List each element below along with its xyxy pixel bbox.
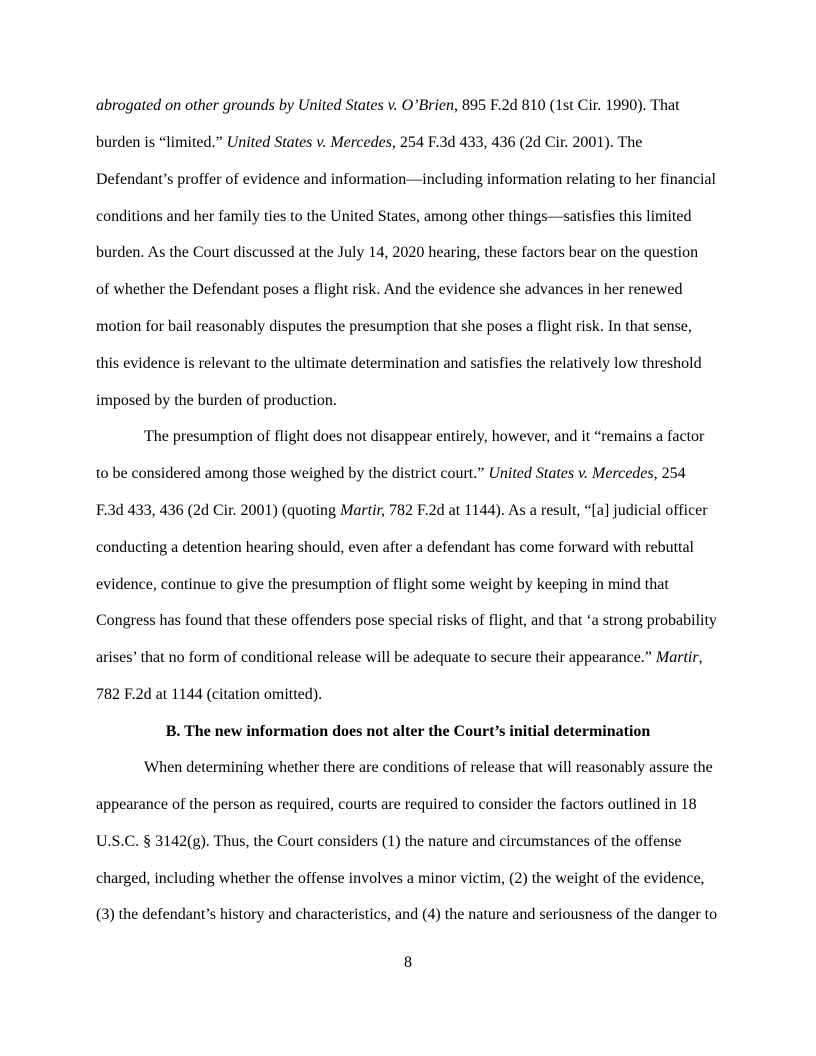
text-line [96,539,694,557]
text-segment: F.3d 433, 436 (2d Cir. 2001) (quoting [96,502,341,519]
case-citation: Martir, [340,502,385,519]
text-line [96,244,698,262]
text-segment: 782 F.2d at 1144 (citation omitted). [96,686,323,703]
text-line [96,281,682,299]
case-citation: Martir [655,649,699,666]
text-line [96,649,703,667]
text-line [96,318,692,336]
text-segment: appearance of the person as required, courts are required to consider the factors outlined in 18 [96,796,697,813]
text-segment: evidence, continue to give the presumption of flight some weight by keeping in mind that [96,576,669,593]
text-segment: burden. As the Court discussed at the July 14, 2020 hearing, these factors bear on the question [96,244,699,261]
text-segment: motion for bail reasonably disputes the presumption that she poses a flight risk. In that sense, [96,318,692,335]
text-segment: B. The new information does not alter the Court’s initial determination [165,723,651,740]
text-line [96,134,642,152]
text-segment: to be considered among those weighed by the district court.” [96,465,489,482]
case-citation: United States v. Mercedes [488,465,654,482]
text-segment: charged, including whether the offense involves a minor victim, (2) the weight of the evidence, [96,870,705,887]
text-segment: , 254 [653,465,686,482]
text-segment: conducting a detention hearing should, even after a defendant has come forward with rebuttal [96,539,694,556]
text-segment: Defendant’s proffer of evidence and information—including information relating to her financial [96,171,716,188]
text-line [96,906,717,924]
section-heading [0,723,816,741]
text-segment: imposed by the burden of production. [96,392,337,409]
text-line [96,870,705,888]
text-line [96,502,708,520]
text-segment: 782 F.2d at 1144). As a result, “[a] judicial officer [384,502,708,519]
text-segment: Congress has found that these offenders pose special risks of flight, and that ‘a strong probability [96,612,717,629]
case-citation: United States v. Mercedes [226,134,392,151]
case-citation: abrogated on other grounds by United States v. O’Brien [96,97,455,114]
page-number: 8 [404,954,412,971]
text-line [96,686,322,704]
text-segment: burden is “limited.” [96,134,227,151]
text-segment: The presumption of flight does not disappear entirely, however, and it “remains a factor [144,428,705,445]
text-segment: (3) the defendant’s history and characteristics, and (4) the nature and seriousness of the danger to [96,906,718,923]
text-line [96,392,337,410]
text-line [144,428,704,446]
text-segment: U.S.C. § 3142(g). Thus, the Court considers (1) the nature and circumstances of the offense [96,833,682,850]
text-segment: , [698,649,703,666]
text-line [96,171,716,189]
text-line [96,465,686,483]
text-segment: When determining whether there are conditions of release that will reasonably assure the [144,759,713,776]
text-segment: , 254 F.3d 433, 436 (2d Cir. 2001). The [391,134,643,151]
text-segment: , 895 F.2d 810 (1st Cir. 1990). That [454,97,680,114]
text-line [144,759,713,777]
text-line [96,833,682,851]
text-line [96,576,669,594]
text-segment: conditions and her family ties to the United States, among other things—satisfies this limited [96,208,692,225]
text-segment: of whether the Defendant poses a flight risk. And the evidence she advances in her renewed [96,281,683,298]
text-segment: this evidence is relevant to the ultimate determination and satisfies the relatively low threshold [96,355,702,372]
text-line [96,97,680,115]
text-line [96,612,717,630]
text-line [96,355,702,373]
text-line [96,796,697,814]
text-line [96,208,691,226]
text-segment: arises’ that no form of conditional release will be adequate to secure their appearance.” [96,649,656,666]
